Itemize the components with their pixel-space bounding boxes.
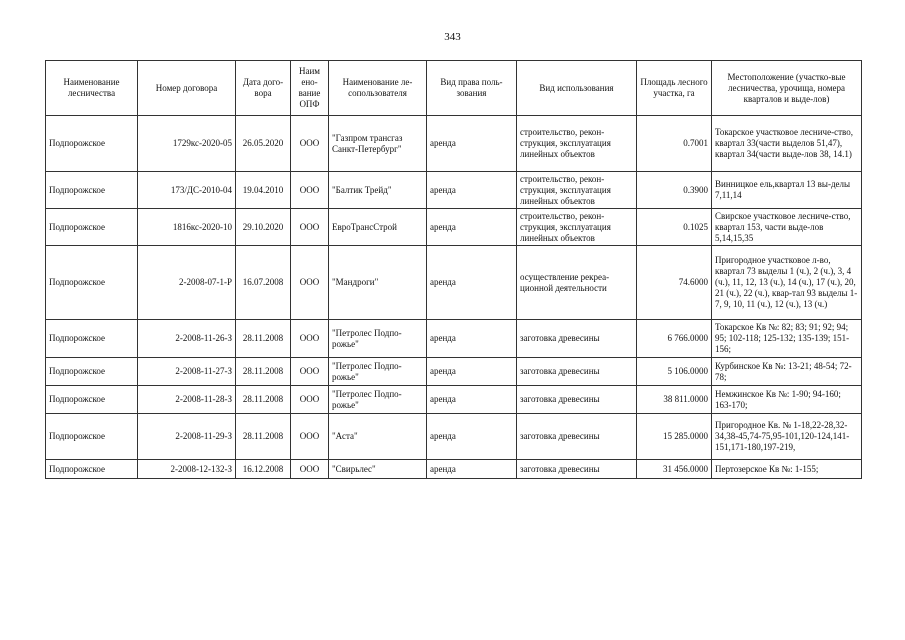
cell-forestry: Подпорожское <box>46 460 138 479</box>
cell-contract-date: 28.11.2008 <box>236 414 291 460</box>
cell-contract-date: 16.12.2008 <box>236 460 291 479</box>
cell-area: 15 285.0000 <box>637 414 712 460</box>
cell-contract-date: 29.10.2020 <box>236 209 291 246</box>
cell-contract-date: 28.11.2008 <box>236 386 291 414</box>
cell-forestry: Подпорожское <box>46 386 138 414</box>
header-area: Площадь лесного участка, га <box>637 61 712 116</box>
cell-opf: ООО <box>291 386 329 414</box>
cell-forest-user: "Газпром трансгаз Санкт-Петербург" <box>329 116 427 172</box>
cell-contract-number: 2-2008-07-1-Р <box>138 246 236 320</box>
cell-right-type: аренда <box>427 320 517 358</box>
cell-location: Пригородное участковое л-во, квартал 73 выделы 1 (ч.), 2 (ч.), 3, 4 (ч.), 11, 12, 13 (ч.), 14 (ч.), 17 (ч.), 20, 21 (ч.), 22 (ч.), квар-тал 93 выделы 1-7, 9, 10, 11 (ч.), 12 (ч.), 13 (ч.) <box>712 246 862 320</box>
cell-contract-date: 19.04.2010 <box>236 172 291 209</box>
cell-use-type: строительство, рекон-струкция, эксплуатация линейных объектов <box>517 209 637 246</box>
cell-area: 0.7001 <box>637 116 712 172</box>
cell-contract-number: 173/ДС-2010-04 <box>138 172 236 209</box>
cell-forest-user: "Балтик Трейд" <box>329 172 427 209</box>
forest-lease-table <box>45 60 862 479</box>
header-forestry: Наименование лесничества <box>46 61 138 116</box>
cell-contract-number: 1816кс-2020-10 <box>138 209 236 246</box>
cell-opf: ООО <box>291 414 329 460</box>
cell-contract-date: 16.07.2008 <box>236 246 291 320</box>
cell-use-type: строительство, рекон-струкция, эксплуатация линейных объектов <box>517 116 637 172</box>
cell-use-type: заготовка древесины <box>517 320 637 358</box>
cell-right-type: аренда <box>427 460 517 479</box>
cell-contract-number: 2-2008-11-27-З <box>138 358 236 386</box>
cell-forest-user: "Петролес Подпо-рожье" <box>329 358 427 386</box>
cell-location: Токарское участковое лесниче-ство, квартал 33(части выделов 51,47), квартал 34(части выде-лов 38, 14.1) <box>712 116 862 172</box>
cell-use-type: осуществление рекреа-ционной деятельности <box>517 246 637 320</box>
table-row <box>46 320 862 358</box>
table-row <box>46 246 862 320</box>
table-header-row <box>46 61 862 116</box>
header-contract-number: Номер договора <box>138 61 236 116</box>
cell-area: 38 811.0000 <box>637 386 712 414</box>
cell-contract-date: 28.11.2008 <box>236 320 291 358</box>
cell-area: 0.1025 <box>637 209 712 246</box>
cell-forest-user: "Петролес Подпо-рожье" <box>329 320 427 358</box>
cell-contract-date: 26.05.2020 <box>236 116 291 172</box>
table-row <box>46 116 862 172</box>
cell-use-type: заготовка древесины <box>517 386 637 414</box>
cell-forest-user: "Петролес Подпо-рожье" <box>329 386 427 414</box>
cell-forestry: Подпорожское <box>46 172 138 209</box>
cell-forest-user: "Мандроги" <box>329 246 427 320</box>
cell-location: Пригородное Кв. № 1-18,22-28,32-34,38-45,74-75,95-101,120-124,141-151,171-180,197-219, <box>712 414 862 460</box>
cell-forestry: Подпорожское <box>46 320 138 358</box>
cell-forest-user: "Аста" <box>329 414 427 460</box>
header-right-type: Вид права поль-зования <box>427 61 517 116</box>
cell-use-type: заготовка древесины <box>517 414 637 460</box>
cell-use-type: заготовка древесины <box>517 460 637 479</box>
header-opf: Наим ено-вание ОПФ <box>291 61 329 116</box>
cell-opf: ООО <box>291 320 329 358</box>
table-row <box>46 386 862 414</box>
cell-contract-number: 2-2008-12-132-З <box>138 460 236 479</box>
cell-area: 0.3900 <box>637 172 712 209</box>
cell-forest-user: "Свирьлес" <box>329 460 427 479</box>
cell-forestry: Подпорожское <box>46 414 138 460</box>
cell-area: 6 766.0000 <box>637 320 712 358</box>
cell-right-type: аренда <box>427 246 517 320</box>
cell-contract-number: 2-2008-11-29-З <box>138 414 236 460</box>
cell-forestry: Подпорожское <box>46 209 138 246</box>
cell-opf: ООО <box>291 358 329 386</box>
cell-right-type: аренда <box>427 414 517 460</box>
table-row <box>46 172 862 209</box>
cell-forestry: Подпорожское <box>46 116 138 172</box>
table-row <box>46 460 862 479</box>
cell-area: 31 456.0000 <box>637 460 712 479</box>
cell-right-type: аренда <box>427 172 517 209</box>
cell-right-type: аренда <box>427 209 517 246</box>
cell-forestry: Подпорожское <box>46 246 138 320</box>
page-number: 343 <box>444 31 461 43</box>
header-forest-user: Наименование ле-сопользователя <box>329 61 427 116</box>
cell-contract-date: 28.11.2008 <box>236 358 291 386</box>
cell-location: Немжинское Кв №: 1-90; 94-160; 163-170; <box>712 386 862 414</box>
cell-right-type: аренда <box>427 358 517 386</box>
cell-location: Токарское Кв №: 82; 83; 91; 92; 94; 95; 102-118; 125-132; 135-139; 151-156; <box>712 320 862 358</box>
cell-right-type: аренда <box>427 116 517 172</box>
table-row <box>46 414 862 460</box>
cell-right-type: аренда <box>427 386 517 414</box>
cell-use-type: строительство, рекон-струкция, эксплуатация линейных объектов <box>517 172 637 209</box>
cell-area: 74.6000 <box>637 246 712 320</box>
cell-location: Винницкое ель,квартал 13 вы-делы 7,11,14 <box>712 172 862 209</box>
cell-contract-number: 1729кс-2020-05 <box>138 116 236 172</box>
header-contract-date: Дата дого-вора <box>236 61 291 116</box>
cell-forest-user: ЕвроТрансСтрой <box>329 209 427 246</box>
header-use-type: Вид использования <box>517 61 637 116</box>
cell-location: Курбинское Кв №: 13-21; 48-54; 72-78; <box>712 358 862 386</box>
cell-use-type: заготовка древесины <box>517 358 637 386</box>
cell-opf: ООО <box>291 460 329 479</box>
cell-contract-number: 2-2008-11-28-З <box>138 386 236 414</box>
cell-location: Пертозерское Кв №: 1-155; <box>712 460 862 479</box>
cell-area: 5 106.0000 <box>637 358 712 386</box>
header-location: Местоположение (участко-вые лесничества, урочища, номера кварталов и выде-лов) <box>712 61 862 116</box>
cell-opf: ООО <box>291 246 329 320</box>
cell-forestry: Подпорожское <box>46 358 138 386</box>
cell-opf: ООО <box>291 209 329 246</box>
cell-contract-number: 2-2008-11-26-З <box>138 320 236 358</box>
cell-opf: ООО <box>291 116 329 172</box>
cell-opf: ООО <box>291 172 329 209</box>
cell-location: Свирское участковое лесниче-ство, квартал 153, части выде-лов 5,14,15,35 <box>712 209 862 246</box>
table-row <box>46 358 862 386</box>
table-row <box>46 209 862 246</box>
